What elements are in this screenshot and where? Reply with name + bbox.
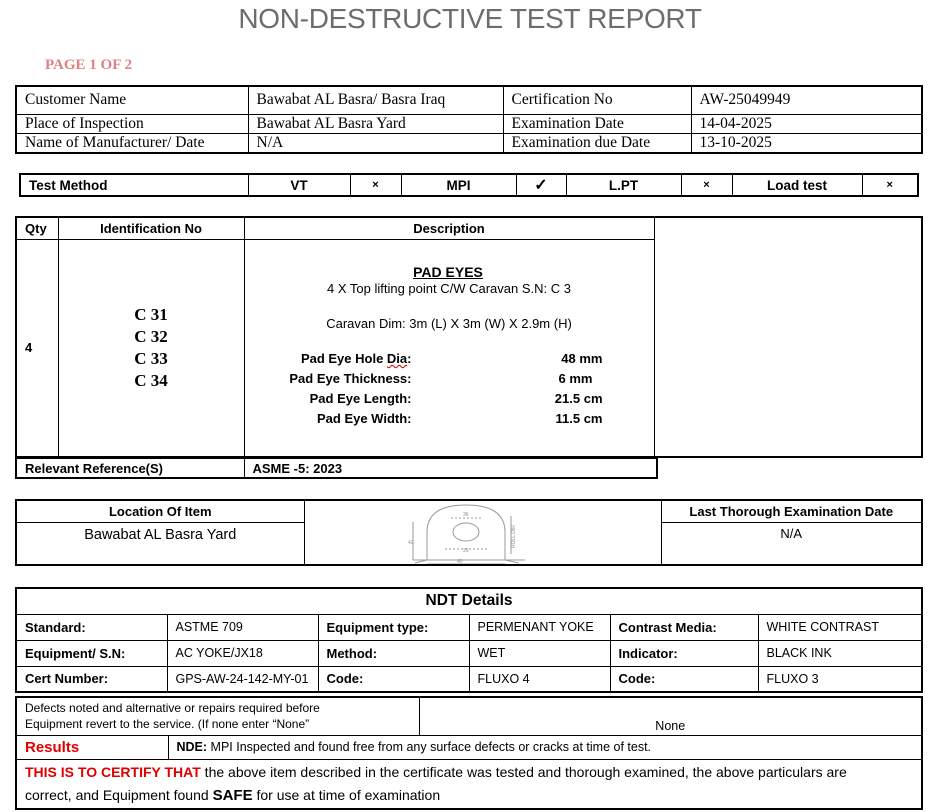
method-label: Method: bbox=[318, 640, 469, 666]
ndt-details-table bbox=[15, 587, 923, 693]
results-table bbox=[15, 696, 923, 810]
examination-date-label: Examination Date bbox=[503, 114, 691, 133]
last-thorough-exam-label: Last Thorough Examination Date bbox=[661, 500, 922, 522]
drawing-dim-bottom: 40 bbox=[456, 558, 463, 564]
method-lpt-cross-icon: × bbox=[681, 174, 732, 196]
spec-label: Pad Eye Length: bbox=[309, 391, 412, 406]
indicator-value: BLACK INK bbox=[758, 640, 922, 666]
examination-date-value: 14-04-2025 bbox=[691, 114, 922, 133]
customer-name-label: Customer Name bbox=[16, 86, 248, 114]
certify-safe: SAFE bbox=[212, 786, 253, 804]
code-label: Code: bbox=[610, 666, 758, 692]
contrast-media-value: WHITE CONTRAST bbox=[758, 614, 922, 640]
certification-statement bbox=[16, 759, 922, 809]
standard-value: ASTME 709 bbox=[167, 614, 318, 640]
description-header: Description bbox=[244, 217, 654, 239]
spec-label: Pad Eye Width: bbox=[316, 411, 412, 426]
description-heading: PAD EYES bbox=[413, 263, 483, 280]
results-label: Results bbox=[16, 735, 168, 759]
place-of-inspection-label: Place of Inspection bbox=[16, 114, 248, 133]
code-value: FLUXO 3 bbox=[758, 666, 922, 692]
qty-header: Qty bbox=[16, 217, 58, 239]
code-label: Code: bbox=[318, 666, 469, 692]
nde-statement bbox=[168, 735, 922, 759]
spec-row-width bbox=[273, 409, 646, 429]
code-value: FLUXO 4 bbox=[469, 666, 610, 692]
manufacturer-value: N/A bbox=[248, 133, 503, 153]
pad-eye-drawing bbox=[305, 502, 660, 564]
place-of-inspection-value: Bawabat AL Basra Yard bbox=[248, 114, 503, 133]
spec-label: Pad Eye Thickness: bbox=[289, 371, 412, 386]
identification-list bbox=[58, 239, 244, 457]
description-line-1: 4 X Top lifting point C/W Caravan S.N: C 3 bbox=[327, 280, 571, 296]
customer-info-table bbox=[15, 85, 923, 154]
equipment-type-value: PERMENANT YOKE bbox=[469, 614, 610, 640]
contrast-media-label: Contrast Media: bbox=[610, 614, 758, 640]
method-vt-label: VT bbox=[248, 174, 350, 196]
reference-table bbox=[15, 457, 658, 479]
cert-number-label: Cert Number: bbox=[16, 666, 167, 692]
cert-number-value: GPS-AW-24-142-MY-01 bbox=[167, 666, 318, 692]
manufacturer-label: Name of Manufacturer/ Date bbox=[16, 133, 248, 153]
description-line-2: Caravan Dim: 3m (L) X 3m (W) X 2.9m (H) bbox=[326, 315, 572, 331]
examination-due-date-label: Examination due Date bbox=[503, 133, 691, 153]
method-vt-cross-icon: × bbox=[350, 174, 401, 196]
ndt-details-title: NDT Details bbox=[16, 588, 922, 614]
last-thorough-exam-value: N/A bbox=[661, 522, 922, 565]
test-method-table bbox=[19, 173, 919, 197]
identification-item: C 33 bbox=[134, 348, 168, 368]
identification-header: Identification No bbox=[58, 217, 244, 239]
customer-name-value: Bawabat AL Basra/ Basra Iraq bbox=[248, 86, 503, 114]
identification-item: C 32 bbox=[134, 326, 168, 346]
description-cell bbox=[244, 239, 654, 457]
nde-text: MPI Inspected and found free from any surface defects or cracks at time of test. bbox=[207, 740, 652, 754]
identification-item: C 34 bbox=[134, 370, 168, 390]
certify-heading: THIS IS TO CERTIFY THAT bbox=[25, 763, 201, 780]
pad-eye-hole bbox=[453, 523, 479, 541]
equipment-sn-label: Equipment/ S.N: bbox=[16, 640, 167, 666]
location-of-item-label: Location Of Item bbox=[16, 500, 304, 522]
spec-row-hole-dia bbox=[273, 349, 646, 369]
method-value: WET bbox=[469, 640, 610, 666]
pad-eye-specs bbox=[273, 349, 646, 429]
certify-text-1: the above item described in the certificate was tested and thorough examined, the above particulars are bbox=[200, 763, 847, 780]
spec-value: 48 mm bbox=[561, 351, 603, 366]
page-number: PAGE 1 OF 2 bbox=[45, 57, 133, 73]
location-of-item-value: Bawabat AL Basra Yard bbox=[16, 522, 304, 565]
spec-value: 21.5 cm bbox=[554, 391, 603, 406]
spec-row-length bbox=[273, 389, 646, 409]
equipment-type-label: Equipment type: bbox=[318, 614, 469, 640]
method-load-test-cross-icon: × bbox=[862, 174, 918, 196]
defects-note-line-1: Defects noted and alternative or repairs required before bbox=[25, 701, 320, 716]
test-method-label: Test Method bbox=[20, 174, 248, 196]
certify-text-2: correct, and Equipment found bbox=[25, 786, 213, 803]
item-description-table bbox=[15, 216, 923, 458]
spec-value: 11.5 cm bbox=[555, 411, 603, 426]
spec-row-thickness bbox=[273, 369, 646, 389]
method-mpi-label: MPI bbox=[401, 174, 516, 196]
standard-label: Standard: bbox=[16, 614, 167, 640]
indicator-label: Indicator: bbox=[610, 640, 758, 666]
relevant-reference-value: ASME -5: 2023 bbox=[244, 458, 657, 478]
report-title: NON-DESTRUCTIVE TEST REPORT bbox=[238, 3, 702, 34]
method-mpi-check-icon: ✓ bbox=[516, 174, 566, 196]
defects-note-value: None bbox=[419, 697, 922, 735]
defects-note-line-2: Equipment revert to the service. (If none enter “None” bbox=[25, 717, 310, 732]
certify-text-3: for use at time of examination bbox=[252, 786, 441, 803]
method-load-test-label: Load test bbox=[732, 174, 862, 196]
location-table bbox=[15, 499, 923, 566]
drawing-roll-dir: ROLL DIR bbox=[510, 524, 517, 548]
defects-note-label bbox=[16, 697, 419, 735]
blank-side-panel bbox=[654, 217, 922, 457]
method-lpt-label: L.PT bbox=[566, 174, 681, 196]
spec-label: Pad Eye Hole Dia: bbox=[300, 351, 412, 366]
certification-no-value: AW-25049949 bbox=[691, 86, 922, 114]
equipment-sn-value: AC YOKE/JX18 bbox=[167, 640, 318, 666]
examination-due-date-value: 13-10-2025 bbox=[691, 133, 922, 153]
drawing-dim-top: 36 bbox=[462, 511, 469, 518]
certification-no-label: Certification No bbox=[503, 86, 691, 114]
identification-item: C 31 bbox=[134, 304, 168, 324]
relevant-reference-label: Relevant Reference(S) bbox=[16, 458, 244, 478]
spec-value: 6 mm bbox=[558, 371, 593, 386]
drawing-dim-mid: 20 bbox=[462, 547, 469, 554]
nde-label: NDE: bbox=[176, 740, 208, 754]
pad-eye-drawing-cell bbox=[304, 500, 661, 565]
drawing-dim-left: 42 bbox=[407, 539, 414, 546]
qty-value: 4 bbox=[16, 239, 58, 457]
